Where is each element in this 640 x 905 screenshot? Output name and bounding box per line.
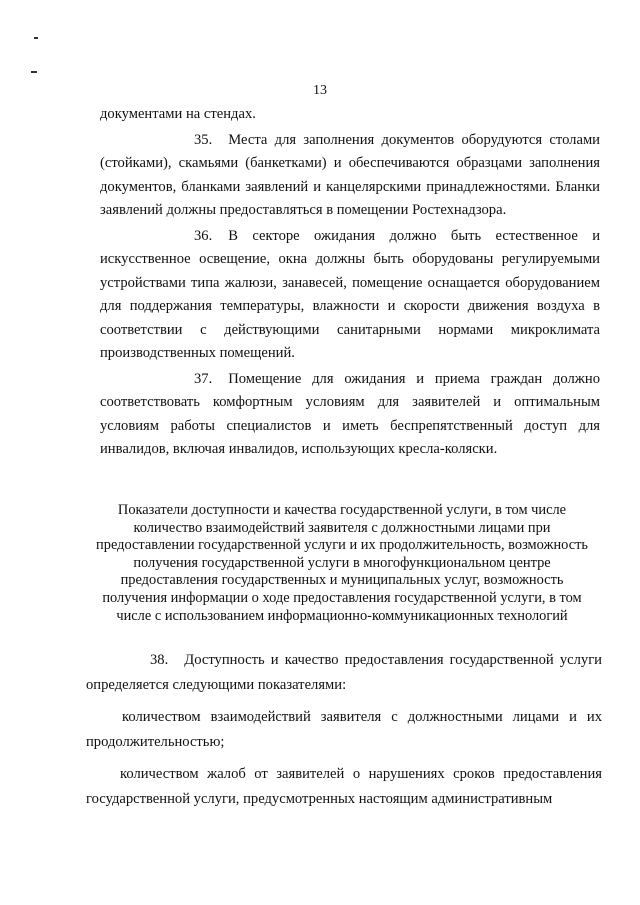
section-heading: [82, 502, 602, 625]
paragraph-number: 38.: [150, 652, 169, 668]
paragraph-continuation: [100, 103, 600, 127]
paragraph-text: Помещение для ожидания и приема граждан должно соответствовать комфортным условиям для заявителей и оптимальным условиям работы специалистов и иметь беспрепятственный доступ для инвалидов, включая инвалидов, использующих кресла-коляски.: [100, 370, 600, 457]
scan-artifact: [31, 71, 37, 73]
scan-artifact: [34, 37, 38, 39]
paragraph-37: [100, 368, 600, 462]
paragraph-number: 35.: [194, 131, 213, 148]
paragraph-text: Места для заполнения документов оборудуются столами (стойками), скамьями (банкетками) и обеспечиваются образцами заполнения документов, бланками заявлений и канцелярскими принадлежностями. Бланки заявлений должны предоставляться в помещении Ростехнадзора.: [100, 131, 600, 218]
paragraph-38: [86, 648, 602, 697]
paragraph-35: [100, 129, 600, 223]
paragraph-text: документами на стендах.: [100, 106, 256, 122]
heading-line: предоставлении государственной услуги и их продолжительность, возможность: [96, 537, 588, 554]
heading-line: Показатели доступности и качества государственной услуги, в том числе: [117, 502, 567, 518]
heading-line: предоставления государственных и муниципальных услуг, возможность: [120, 572, 564, 589]
heading-line: количество взаимодействий заявителя с должностными лицами при: [133, 519, 551, 536]
heading-line: получения информации о ходе предоставления государственной услуги, в том: [102, 589, 582, 606]
body-text-bottom: [86, 648, 602, 811]
paragraph-indicator-1: [86, 705, 602, 754]
paragraph-text: количеством взаимодействий заявителя с должностными лицами и их продолжительностью;: [86, 709, 602, 750]
paragraph-text: Доступность и качество предоставления государственной услуги определяется следующими показателями:: [86, 652, 602, 693]
page-number: 13: [313, 83, 327, 98]
body-text-top: [100, 103, 600, 462]
heading-line: числе с использованием информационно-коммуникационных технологий: [116, 607, 568, 624]
paragraph-indicator-2: [86, 762, 602, 811]
paragraph-number: 36.: [194, 227, 213, 244]
heading-line: получения государственной услуги в многофункциональном центре: [133, 554, 551, 571]
paragraph-text: количеством жалоб от заявителей о нарушениях сроков предоставления государственной услуги, предусмотренных настоящим административным: [86, 766, 602, 807]
paragraph-text: В секторе ожидания должно быть естественное и искусственное освещение, окна должны быть оборудованы регулируемыми устройствами типа жалюзи, занавесей, помещение оснащается оборудованием для поддержания температуры, влажности и скорости движения воздуха в соответствии с действующими санитарными нормами микроклимата производственных помещений.: [100, 227, 600, 361]
paragraph-number: 37.: [194, 370, 213, 387]
paragraph-36: [100, 225, 600, 366]
